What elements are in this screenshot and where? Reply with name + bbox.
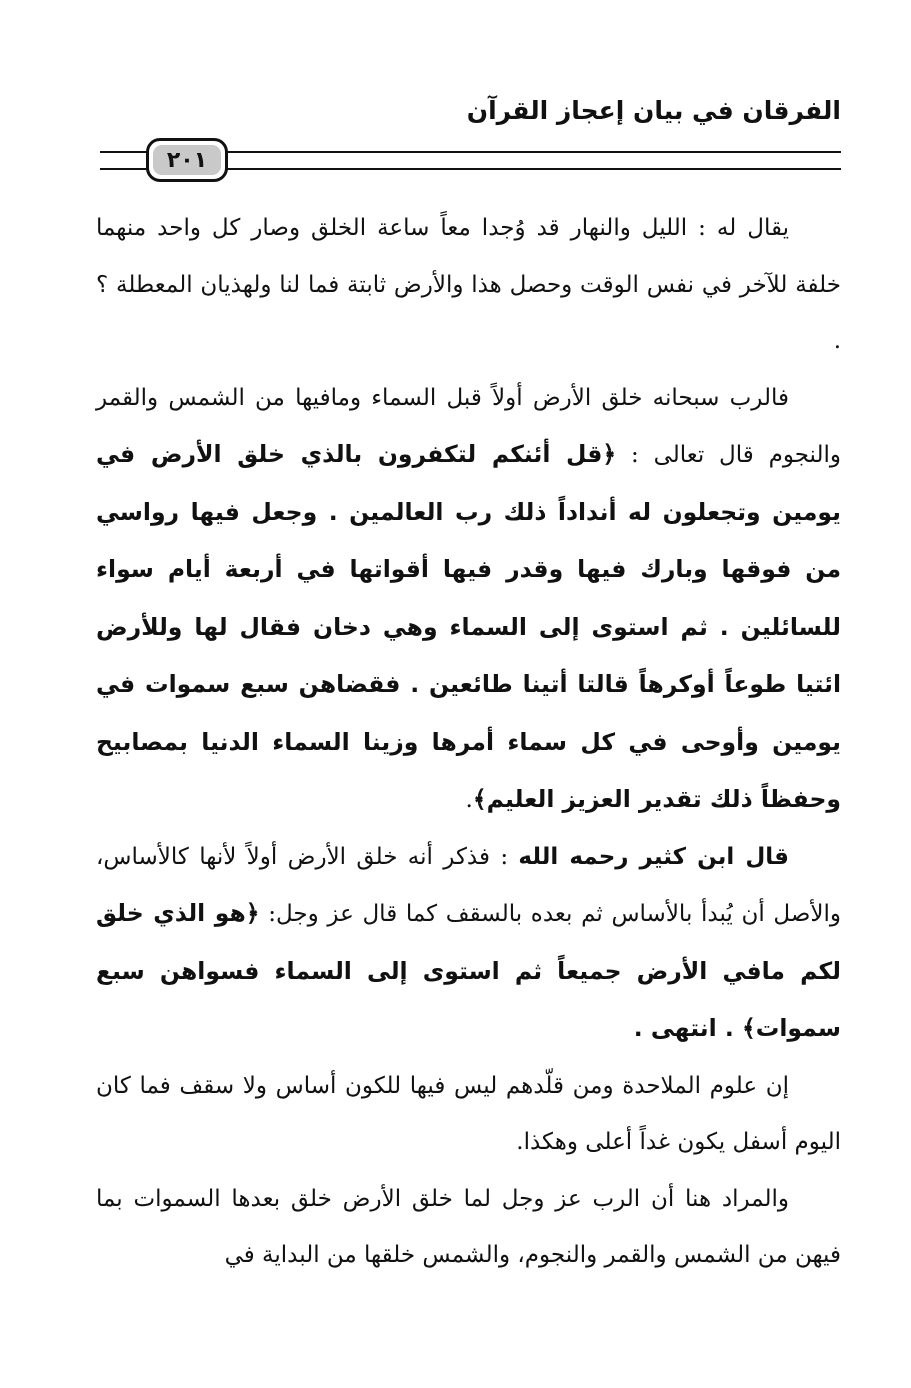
quran-quote-baqarah: ﴿هو الذي خلق لكم مافي الأرض جميعاً ثم استوى إلى السماء فسواهن سبع سموات﴾ . انتهى . bbox=[96, 899, 841, 1042]
page-number-badge bbox=[146, 138, 228, 182]
paragraph-4: إن علوم الملاحدة ومن قلّدهم ليس فيها للكون أساس ولا سقف فما كان اليوم أسفل يكون غداً أعلى وهكذا. bbox=[96, 1072, 841, 1155]
running-header-title: الفرقان في بيان إعجاز القرآن bbox=[466, 96, 841, 125]
paragraph-2 bbox=[96, 370, 841, 829]
paragraph-3-text: : فذكر أنه خلق الأرض أولاً لأنها كالأساس، والأصل أن يُبدأ بالأساس ثم بعده بالسقف كما قال عز وجل: bbox=[96, 843, 841, 927]
paragraph-1: يقال له : الليل والنهار قد وُجدا معاً ساعة الخلق وصار كل واحد منهما خلفة للآخر في نفس الوقت وحصل هذا والأرض ثابتة فما لنا ولهذيان المعطلة ؟ . bbox=[96, 215, 841, 354]
page-number: ٢٠١ bbox=[153, 145, 221, 175]
quran-quote-fussilat: ﴿قل أئنكم لتكفرون بالذي خلق الأرض في يومين وتجعلون له أنداداً ذلك رب العالمين . وجعل فيها رواسي من فوقها وبارك فيها وقدر فيها أقواتها في أربعة أيام سواء للسائلين . ثم استوى إلى السماء وهي دخان فقال لها وللأرض ائتيا طوعاً أوكرهاً قالتا أتينا طائعين . فقضاهن سبع سموات في يومين وأوحى في كل سماء أمرها وزينا السماء الدنيا بمصابيح وحفظاً ذلك تقدير العزيز العليم﴾ bbox=[96, 440, 841, 813]
paragraph-5: والمراد هنا أن الرب عز وجل لما خلق الأرض خلق بعدها السموات بما فيهن من الشمس والقمر والنجوم، والشمس خلقها من البداية في bbox=[96, 1185, 841, 1268]
paragraph-3 bbox=[96, 829, 841, 1058]
paragraph-2-end: . bbox=[465, 787, 473, 813]
ibn-kathir-attribution: قال ابن كثير رحمه الله bbox=[518, 843, 789, 870]
paragraph-2-intro: فالرب سبحانه خلق الأرض أولاً قبل السماء ومافيها من الشمس والقمر والنجوم قال تعالى : bbox=[96, 384, 841, 468]
body-text bbox=[96, 200, 841, 1284]
